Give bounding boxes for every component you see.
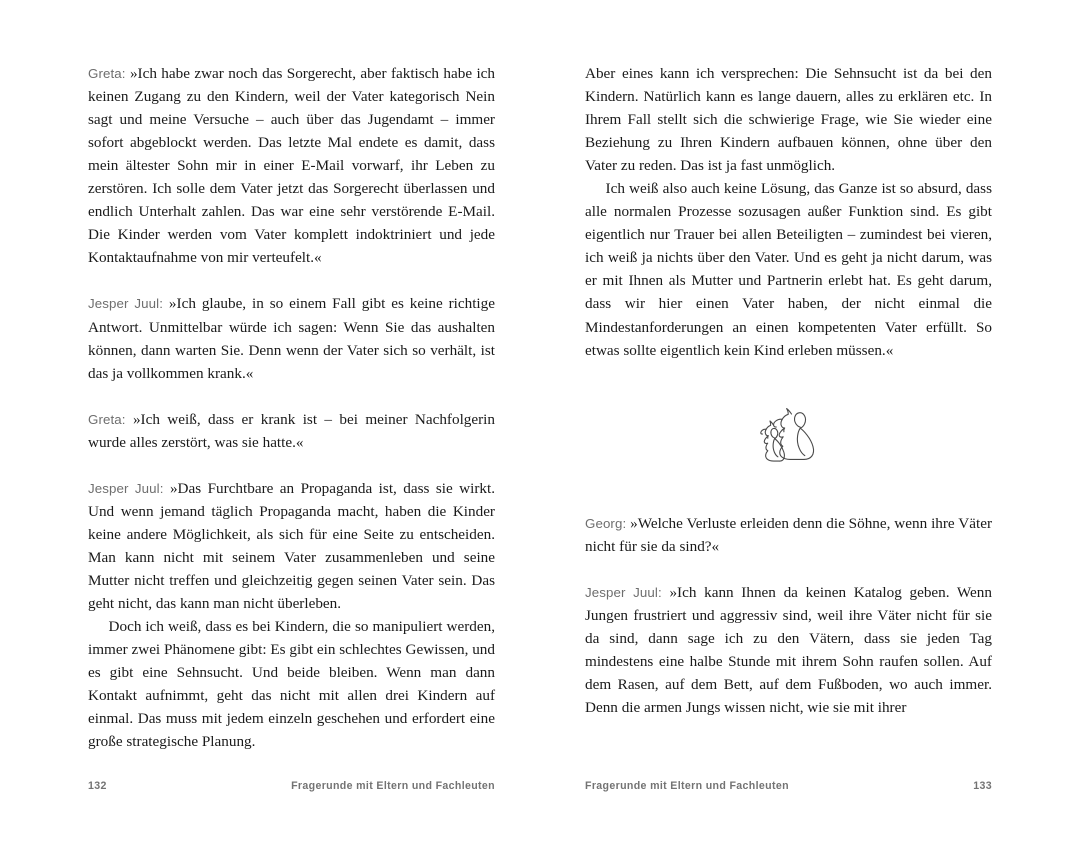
paragraph: [88, 62, 495, 269]
paragraph-text: »Ich glaube, in so einem Fall gibt es keine richtige Antwort. Unmittelbar würde ich sagen: Wenn Sie das aushalten können, dann warten Sie. Denn wenn der Vater sich so verhält, ist das ja vollkommen krank.«: [88, 295, 495, 382]
speaker-label: Greta:: [88, 411, 126, 427]
speaker-label: Jesper Juul:: [88, 480, 164, 496]
paragraph-text: »Ich habe zwar noch das Sorgerecht, aber faktisch habe ich keinen Zugang zu den Kindern, weil der Vater kategorisch Nein sagt und meine Versuche – auch über das Jugendamt – immer sofort abgeblockt werden. Das letzte Mal endete es damit, dass mein ältester Sohn mir in einer E-Mail vorwarf, ihr Leben zu zerstören. Ich solle dem Vater jetzt das Sorgerecht überlassen und endlich Unterhalt zahlen. Das war eine sehr verstörende E-Mail. Die Kinder werden vom Vater komplett indoktriniert und jede Kontaktaufnahme von mir verteufelt.«: [88, 65, 495, 267]
right-page: [540, 0, 1080, 860]
paragraph: [585, 581, 992, 719]
paragraph: [88, 477, 495, 615]
paragraph: [88, 292, 495, 384]
paragraph-text: »Welche Verluste erleiden denn die Söhne, wenn ihre Väter nicht für sie da sind?«: [585, 514, 992, 555]
running-head: Fragerunde mit Eltern und Fachleuten: [585, 780, 789, 792]
left-page-textblock: [88, 62, 495, 753]
paragraph-text: Doch ich weiß, dass es bei Kindern, die so manipuliert werden, immer zwei Phänomene gibt: Es gibt ein schlechtes Gewissen, und es gibt eine Sehnsucht. Und beide bleiben. Wenn man dann Kontakt aufnimmt, geht das nicht mit allen drei Kindern auf einmal. Das muss mit jedem einzeln geschehen und erfordert eine große strategische Planung.: [88, 618, 495, 751]
paragraph: [585, 177, 992, 361]
paragraph-text: »Ich kann Ihnen da keinen Katalog geben. Wenn Jungen frustriert und aggressiv sind, weil ihre Väter nicht für sie da sind, dann sage ich zu den Vätern, dass sie jeden Tag mindestens eine halbe Stunde mit ihrem Sohn raufen sollen. Auf dem Rasen, auf dem Bett, auf dem Fußboden, wo auch immer. Denn die armen Jungs wissen nicht, wie sie mit ihrer: [585, 583, 992, 716]
running-head: Fragerunde mit Eltern und Fachleuten: [291, 780, 495, 792]
section-ornament: [585, 406, 992, 468]
speaker-label: Georg:: [585, 515, 627, 531]
paragraph: [88, 408, 495, 454]
paragraph: [585, 62, 992, 177]
paragraph-text: »Ich weiß, dass er krank ist – bei meiner Nachfolgerin wurde alles zerstört, was sie hatte.«: [88, 410, 495, 451]
page-number: 132: [88, 780, 107, 792]
paragraph-text: Ich weiß also auch keine Lösung, das Ganze ist so absurd, dass alle normalen Prozesse sozusagen außer Funktion sind. Es gibt eigentlich nur Trauer bei allen Beteiligten – zumindest bei vieren, ich weiß ja nichts über den Vater. Und es geht ja nicht darum, was er mit Ihnen als Mutter und Partnerin erlebt hat. Es geht darum, dass wir hier einen Vater haben, der nicht einmal die Mindestanforderungen an einen kompetenten Vater erfüllt. So etwas sollte eigentlich kein Kind erleben müssen.«: [585, 180, 992, 359]
speaker-label: Greta:: [88, 66, 126, 81]
paragraph-text: Aber eines kann ich versprechen: Die Sehnsucht ist da bei den Kindern. Natürlich kann es lange dauern, alles zu erklären etc. In Ihrem Fall stellt sich die schwierige Frage, wie Sie wieder eine Beziehung zu Ihren Kindern aufbauen können, ohne über den Vater zu reden. Das ist ja fast unmöglich.: [585, 65, 992, 175]
squirrels-ornament-icon: [747, 406, 831, 468]
paragraph-text: »Das Furchtbare an Propaganda ist, dass sie wirkt. Und wenn jemand täglich Propaganda macht, haben die Kinder keine andere Möglichkeit, als sich für eine Seite zu entscheiden. Man kann nicht mit seinem Vater zusammenleben und seine Mutter nicht treffen und gleichzeitig gegen seinen Vater sein. Das geht nicht, das kann man nicht überleben.: [88, 479, 495, 613]
speaker-label: Jesper Juul:: [88, 296, 164, 312]
paragraph: [88, 615, 495, 753]
paragraph: [585, 512, 992, 558]
left-page-footer: [0, 780, 540, 792]
right-page-footer: [540, 780, 1080, 792]
speaker-label: Jesper Juul:: [585, 584, 662, 600]
page-number: 133: [973, 780, 992, 792]
right-page-textblock: [585, 62, 992, 719]
